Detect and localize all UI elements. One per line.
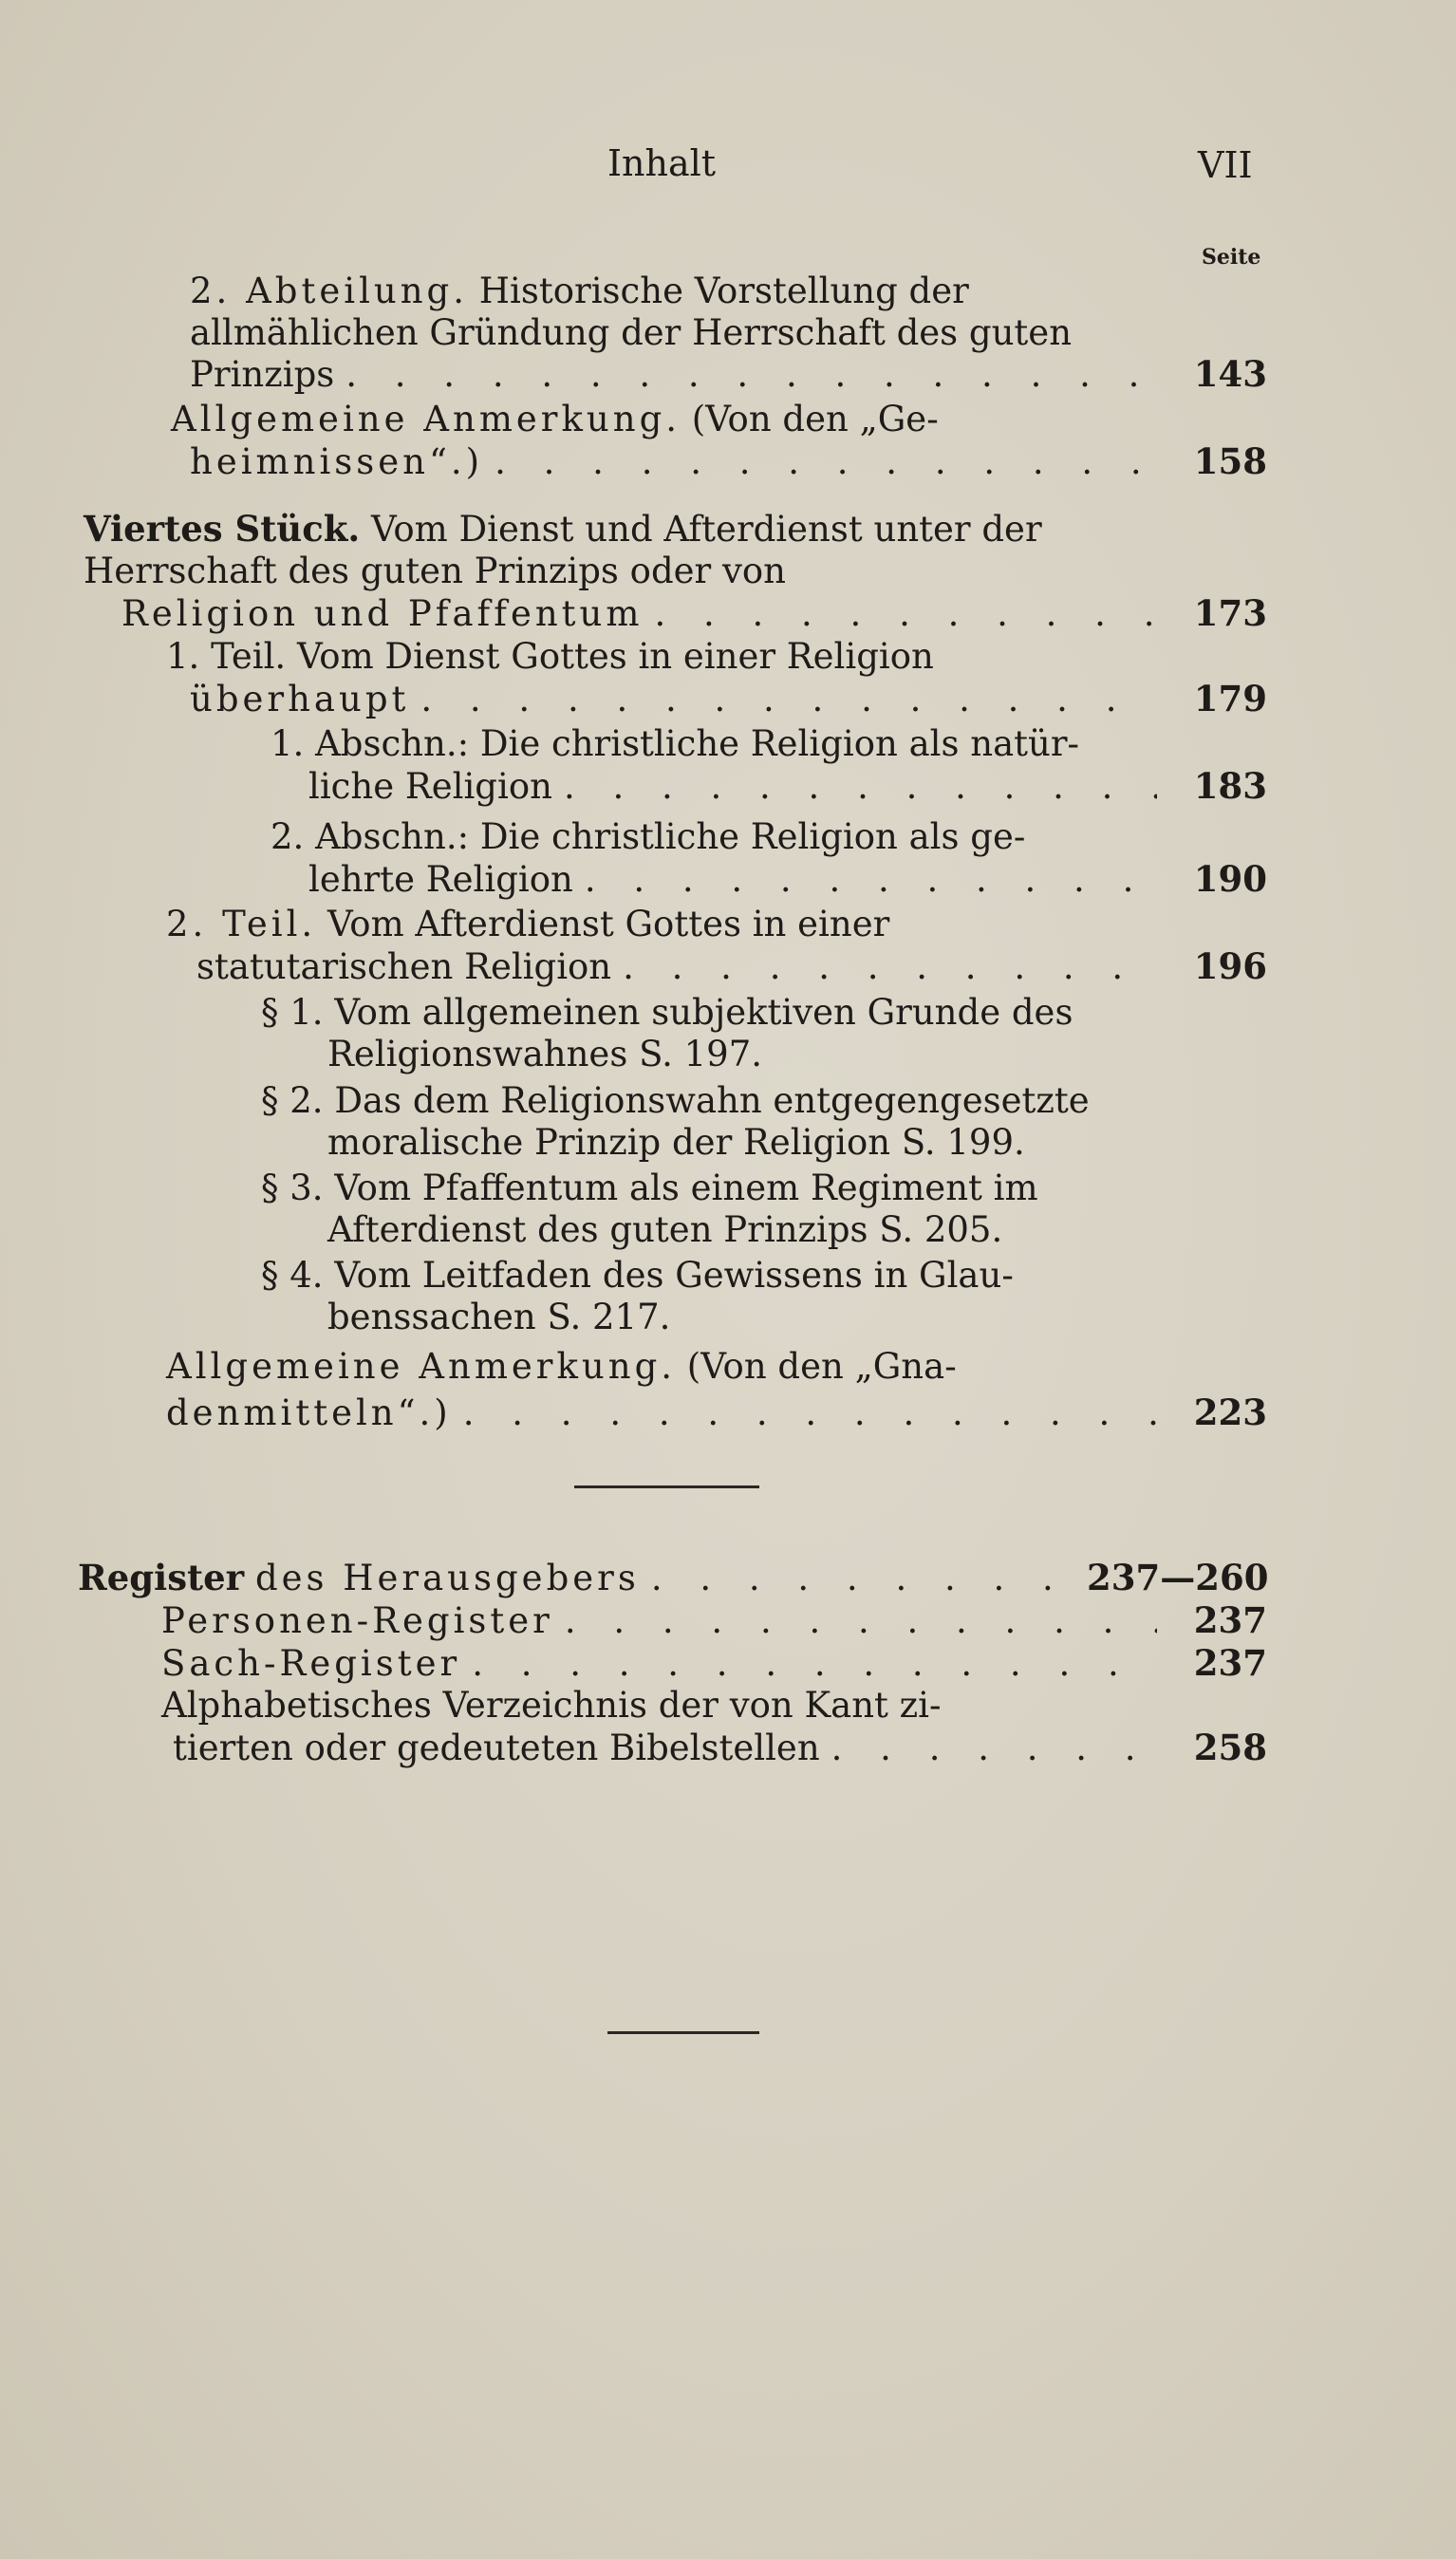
toc-entry-first-line xyxy=(190,271,1158,354)
toc-entry-last-line: denmitteln“.) xyxy=(166,1392,452,1433)
toc-entry-label: § 4. xyxy=(261,1255,324,1296)
toc-entry-last-line: Afterdienst des guten Prinzips S. 205. xyxy=(327,1209,1003,1250)
toc-entry-text: Historische Vorstellung der allmählichen Gründung der Herrschaft des guten xyxy=(190,271,1073,353)
toc-entry-teil-1 xyxy=(166,636,1267,720)
toc-entry-last-line: moralische Prinzip der Religion S. 199. xyxy=(327,1122,1025,1163)
toc-entry-first-line xyxy=(84,508,1170,592)
toc-entry-last-line: überhaupt xyxy=(190,679,410,719)
toc-page-number: 183 xyxy=(1193,765,1267,807)
toc-entry-first-line xyxy=(166,1346,1267,1388)
toc-entry-last-line: heimnissen“.) xyxy=(190,441,484,482)
register-entry-text: der von Kant zi- xyxy=(658,1685,942,1726)
register-entry-bibelstellen xyxy=(161,1685,1267,1769)
register-page-range: 237—260 xyxy=(1087,1557,1269,1598)
toc-entry-paragraph-4 xyxy=(261,1255,1172,1338)
toc-entry-text: Die christliche Religion als ge- xyxy=(479,816,1026,857)
toc-page-number: 143 xyxy=(1193,353,1267,395)
dot-leader xyxy=(483,441,1157,483)
toc-entry-allgemeine-anmerkung-2 xyxy=(166,1346,1267,1434)
toc-entry-label: 2. Teil. xyxy=(166,904,317,944)
register-entry-sach xyxy=(161,1642,1267,1685)
toc-entry-label: 1. Abschn.: xyxy=(271,723,470,764)
register-page-number: 237 xyxy=(1193,1642,1267,1684)
toc-page-number: 179 xyxy=(1193,678,1267,719)
toc-entry-abschnitt-2 xyxy=(271,816,1267,901)
toc-entry-last-line: Religionswahnes S. 197. xyxy=(327,1034,763,1074)
toc-entry-text: Vom Afterdienst Gottes in einer xyxy=(327,904,890,944)
dot-leader xyxy=(820,1728,1157,1769)
toc-entry-first-line xyxy=(171,399,1267,440)
toc-entry-label: 2. Abschn.: xyxy=(271,816,470,857)
toc-entry-last-line: liche Religion xyxy=(308,766,552,807)
toc-entry-label: Viertes Stück. xyxy=(84,508,361,550)
register-entry-last-line: tierten oder gedeuteten Bibelstellen xyxy=(173,1728,820,1768)
register-entry-personen xyxy=(161,1599,1267,1642)
register-entry-herausgeber xyxy=(78,1557,1267,1599)
register-entry-label: Register xyxy=(78,1557,245,1598)
toc-entry-text: Vom Leitfaden des Gewissens in Glau- xyxy=(334,1255,1014,1296)
toc-entry-text: Vom Pfaffentum als einem Regiment im xyxy=(334,1167,1038,1208)
toc-entry-teil-2 xyxy=(166,904,1267,988)
toc-entry-abteilung-2 xyxy=(190,271,1267,396)
toc-entry-last-line: Religion und Pfaffentum xyxy=(121,593,644,634)
dot-leader xyxy=(409,679,1157,720)
toc-entry-label: Allgemeine Anmerkung. xyxy=(166,1346,677,1387)
toc-entry-allgemeine-anmerkung-1 xyxy=(171,399,1267,483)
dot-leader xyxy=(552,766,1157,808)
toc-page-number: 173 xyxy=(1193,592,1267,634)
toc-entry-label: § 2. xyxy=(261,1080,324,1121)
register-entry-label: Alphabetisches Verzeichnis xyxy=(161,1685,647,1726)
seite-column-label: Seite xyxy=(1202,245,1261,270)
dot-leader xyxy=(460,1643,1157,1685)
toc-entry-first-line xyxy=(271,816,1267,858)
register-entry-first-line xyxy=(161,1685,1267,1727)
toc-entry-paragraph-1 xyxy=(261,992,1172,1075)
toc-entry-first-line xyxy=(261,1080,1172,1122)
toc-page-number: 190 xyxy=(1193,858,1267,900)
toc-entry-last-line: benssachen S. 217. xyxy=(327,1297,671,1337)
toc-entry-label: 2. Abteilung. xyxy=(190,271,469,311)
end-divider xyxy=(607,2031,759,2034)
dot-leader xyxy=(643,593,1157,635)
register-entry-label: Personen-Register xyxy=(161,1600,553,1641)
toc-entry-text: Das dem Religionswahn entgegengesetzte xyxy=(334,1080,1090,1121)
toc-entry-first-line xyxy=(271,723,1267,765)
toc-entry-first-line xyxy=(166,636,1267,678)
toc-entry-text: Vom Dienst Gottes in einer Religion xyxy=(296,636,934,677)
dot-leader xyxy=(553,1600,1157,1642)
running-header-page-number: VII xyxy=(1198,144,1253,186)
toc-entry-viertes-stueck xyxy=(84,508,1267,635)
dot-leader xyxy=(640,1558,1087,1599)
register-page-number: 237 xyxy=(1193,1599,1267,1641)
toc-entry-first-line xyxy=(261,1167,1172,1209)
toc-entry-last-line: lehrte Religion xyxy=(308,859,573,900)
toc-entry-first-line xyxy=(166,904,1267,945)
toc-entry-text: Die christliche Religion als natür- xyxy=(479,723,1080,764)
toc-entry-text: (Von den „Gna- xyxy=(686,1346,957,1387)
toc-entry-paragraph-3 xyxy=(261,1167,1172,1251)
toc-entry-last-line: statutarischen Religion xyxy=(196,946,612,987)
toc-page-number: 158 xyxy=(1193,440,1267,482)
dot-leader xyxy=(573,859,1157,901)
toc-entry-label: § 1. xyxy=(261,992,324,1033)
dot-leader xyxy=(611,946,1157,988)
dot-leader xyxy=(334,354,1157,396)
register-entry-label: Sach-Register xyxy=(161,1643,461,1684)
toc-page-number: 223 xyxy=(1193,1392,1267,1433)
toc-entry-paragraph-2 xyxy=(261,1080,1172,1164)
toc-entry-first-line xyxy=(261,1255,1172,1297)
toc-entry-label: Allgemeine Anmerkung. xyxy=(171,399,681,439)
running-header-title: Inhalt xyxy=(607,142,717,184)
toc-entry-abschnitt-1 xyxy=(271,723,1267,808)
register-entry-text: des Herausgebers xyxy=(254,1558,640,1598)
toc-entry-label: § 3. xyxy=(261,1167,324,1208)
toc-entry-text: (Von den „Ge- xyxy=(691,399,939,439)
register-page-number: 258 xyxy=(1193,1727,1267,1768)
toc-entry-first-line xyxy=(261,992,1172,1034)
toc-page-number: 196 xyxy=(1193,945,1267,987)
toc-entry-last-line: Prinzips xyxy=(190,354,335,395)
toc-entry-label: 1. Teil. xyxy=(166,636,287,677)
section-divider xyxy=(574,1485,759,1488)
dot-leader xyxy=(452,1392,1157,1434)
toc-entry-text: Vom Dienst und Afterdienst unter der Herrschaft des guten Prinzips oder von xyxy=(84,509,1042,591)
toc-entry-text: Vom allgemeinen subjektiven Grunde des xyxy=(334,992,1073,1033)
